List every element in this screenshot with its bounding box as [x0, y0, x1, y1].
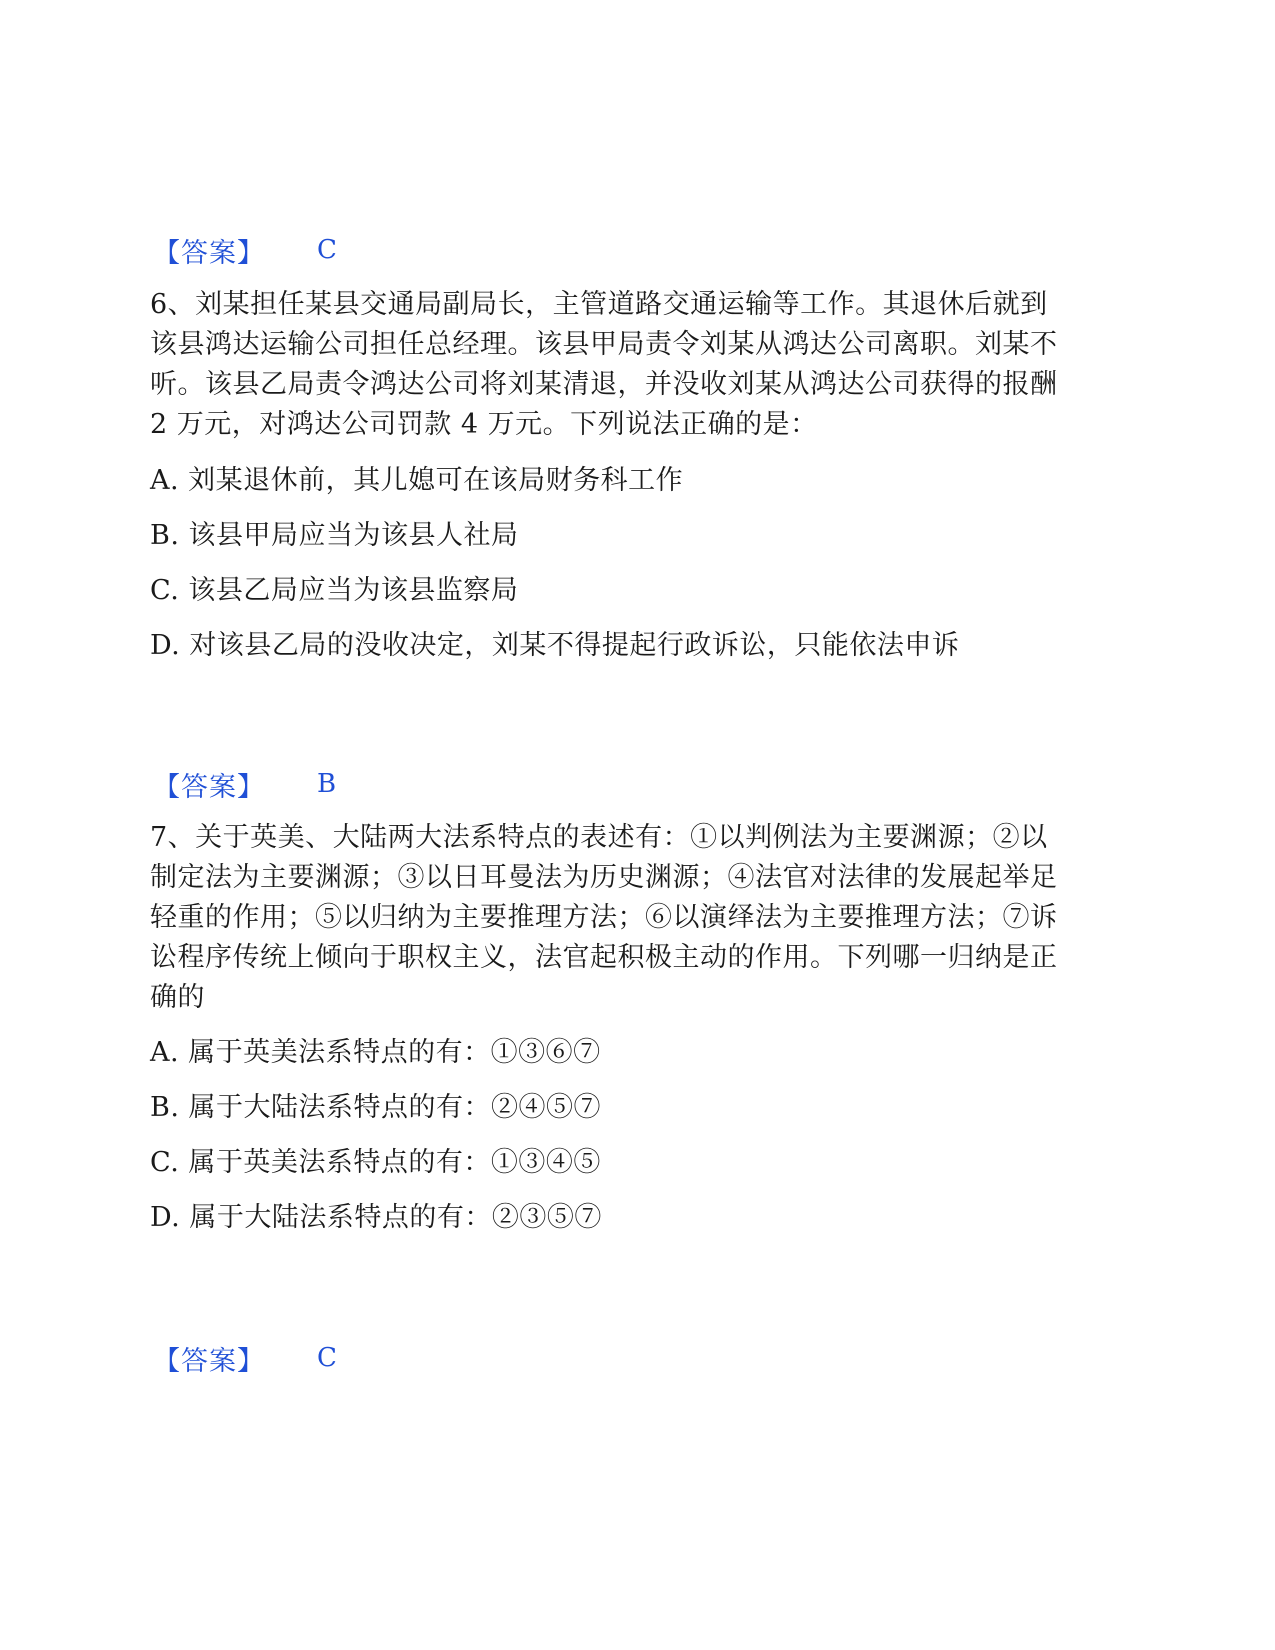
- option-c: C. 属于英美法系特点的有：①③④⑤: [150, 1147, 601, 1178]
- answer-tag: 【答案】: [153, 771, 265, 803]
- option-d: D. 属于大陆法系特点的有：②③⑤⑦: [150, 1202, 602, 1233]
- question-stem-line: 听。该县乙局责令鸿达公司将刘某清退，并没收刘某从鸿达公司获得的报酬: [150, 369, 1058, 400]
- option-b: B. 属于大陆法系特点的有：②④⑤⑦: [150, 1092, 602, 1123]
- question-stem-line: 7、关于英美、大陆两大法系特点的表述有：①以判例法为主要渊源；②以: [150, 822, 1048, 853]
- answer-value: B: [317, 769, 337, 799]
- answer-block: [153, 1338, 337, 1378]
- answer-tag: 【答案】: [153, 1345, 265, 1377]
- question-stem-line: 该县鸿达运输公司担任总经理。该县甲局责令刘某从鸿达公司离职。刘某不: [150, 329, 1058, 360]
- answer-tag: 【答案】: [153, 237, 265, 269]
- option-a: A. 刘某退休前，其儿媳可在该局财务科工作: [150, 465, 684, 496]
- question-stem-line: 2 万元，对鸿达公司罚款 4 万元。下列说法正确的是：: [150, 409, 818, 440]
- question-7: [150, 818, 1110, 1238]
- option-a: A. 属于英美法系特点的有：①③⑥⑦: [150, 1037, 601, 1068]
- answer-value: C: [317, 1343, 337, 1373]
- question-stem-line: 制定法为主要渊源；③以日耳曼法为历史渊源；④法官对法律的发展起举足: [150, 862, 1058, 893]
- answer-block: [153, 230, 337, 270]
- question-stem-line: 轻重的作用；⑤以归纳为主要推理方法；⑥以演绎法为主要推理方法；⑦诉: [150, 902, 1058, 933]
- answer-value: C: [317, 235, 337, 265]
- question-stem-line: 确的: [150, 982, 205, 1013]
- question-stem-line: 6、刘某担任某县交通局副局长，主管道路交通运输等工作。其退休后就到: [150, 289, 1048, 320]
- option-b: B. 该县甲局应当为该县人社局: [150, 520, 519, 551]
- option-c: C. 该县乙局应当为该县监察局: [150, 575, 519, 606]
- option-d: D. 对该县乙局的没收决定，刘某不得提起行政诉讼，只能依法申诉: [150, 630, 960, 661]
- answer-block: [153, 764, 336, 804]
- question-stem-line: 讼程序传统上倾向于职权主义，法官起积极主动的作用。下列哪一归纳是正: [150, 942, 1058, 973]
- question-6: [150, 285, 1110, 666]
